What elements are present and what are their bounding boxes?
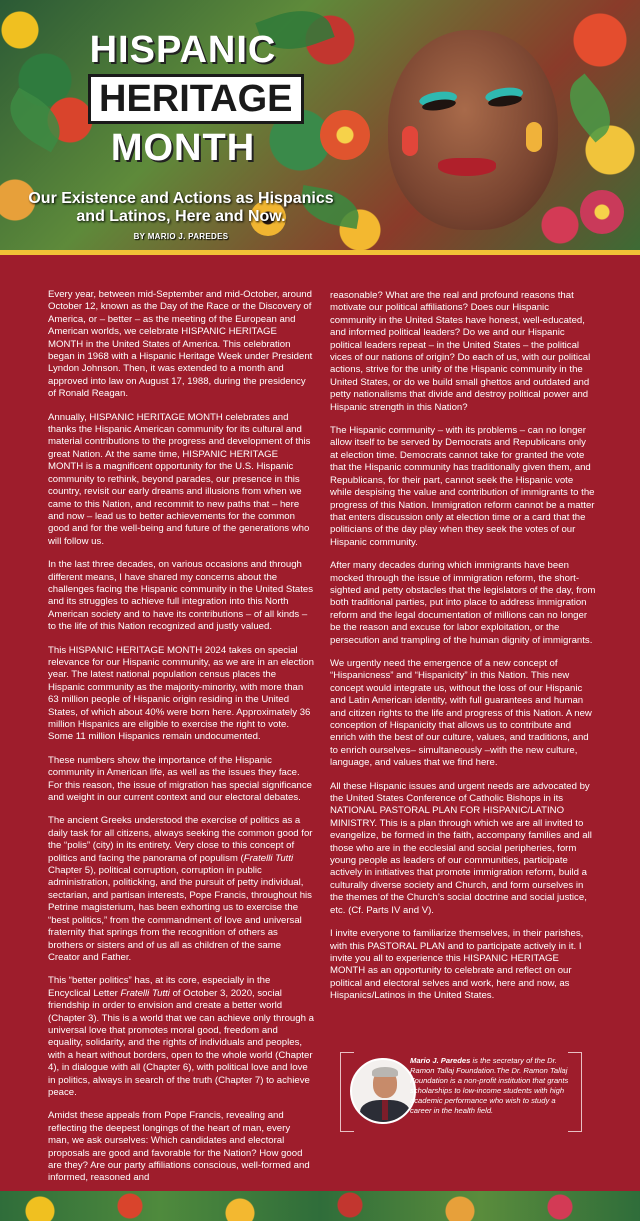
book-title: Fratelli Tutti (243, 852, 294, 864)
byline: BY MARIO J. PAREDES (133, 232, 229, 241)
portrait-illustration (388, 30, 558, 230)
paragraph (48, 975, 314, 1099)
paragraph: Annually, HISPANIC HERITAGE MONTH celebrates and thanks the Hispanic American community for its cultural and material contributions to the progress and development of this great Nation. At the same time, HISPANIC HERITAGE MONTH is a magnificent opportunity for the U.S. Hispanic community to rethink, beyond parades, our presence in this country, revisit our early dreams and illusions from when we came to this Nation, and recommit to new paths that – here and now – lead us to better achievements for the common good and for the well-being and future of the generations who will follow us. (48, 411, 311, 547)
text-run: Chapter 5), political corruption, corruption in public administration, politicking, and the pursuit of petty individual, sectarian, and partisan interests, Pope Francis, throughout his Petrine magisterium, has been exhorting us to exercise the “best politics,” from the commandment of love and universal fraternity that springs from the recognition of others as brothers or sisters and of us all as children of the same Creator and Father. (48, 865, 312, 963)
paragraph: All these Hispanic issues and urgent needs are advocated by the United States Conference of Catholic Bishops in its NATIONAL PASTORAL PLAN FOR HISPANIC/LATINO MINISTRY. This is a plan through which we are all invited to evangelize, be formed in the faith, accompany families and all those who are in the ecclesial and social peripheries, form young people as leaders of our communities, participate actively in initiatives that promote immigration reform, build a culturally diverse society and Church, and form ourselves in the themes of the Church’s social doctrine and social justice, etc. (Cf. Parts IV and V). (330, 780, 592, 916)
subtitle: Our Existence and Actions as Hispanics and Latinos, Here and Now. (28, 190, 334, 225)
face-paint (526, 122, 542, 152)
face-paint (402, 126, 418, 156)
paragraph: The Hispanic community – with its problems – can no longer allow itself to be served by Democrats and Republicans only at election time. Democrats cannot take for granted the vote that the Hispanic community has traditionally given them, and Republicans, for their part, cannot seek the Hispanic vote while despising the value and contribution of immigrants to the progress of this Nation. Immigration reform cannot be a matter that enters discussion only at election time or a card that the politicians of the day play when they seek the votes of our Hispanic community. (330, 425, 595, 548)
page-title (88, 28, 293, 170)
article-column-left (48, 289, 314, 1196)
floral-footer (0, 1191, 640, 1221)
paragraph (48, 815, 314, 964)
text-run: The ancient Greeks understood the exercise of politics as a daily task for all citizens, always seeking the common good for the “polis” (city) in its entirety. Very close to this concept of politics and facing the panorama of populism ( (48, 815, 313, 864)
bio-description: is the secretary of the Dr. Ramon Tallaj Foundation.The Dr. Ramon Tallaj Foundation is a non-profit institution that grants scholarships to low-income students with high academic performance who wish to study a career in the health field. (410, 1056, 569, 1115)
paragraph: Amidst these appeals from Pope Francis, revealing and reflecting the deepest longings of the heart of man, every man, we ask ourselves: Which candidates and electoral proposals are good and favorable for the Nation? How good are they? Are our party affiliations conscious, well-formed and informed, reasoned and (48, 1110, 310, 1184)
hero-banner (0, 0, 640, 250)
flower-decoration (580, 190, 624, 234)
avatar-hair (372, 1067, 398, 1077)
eye (421, 98, 456, 113)
paragraph: reasonable? What are the real and profound reasons that motivate our political affiliations? Does our Hispanic community in the United States have honest, well-educated, and informed political leaders? Do we and our Hispanic political leaders repeat – in the United States – the political vices of our nations of origin? Do each of us, with our political actions, strive for the unity of the Hispanic community in the United States, or do we build small ghettos and outdated and petty nationalisms that divide and destroy political power and Hispanic strength in this Nation? (330, 290, 591, 413)
text-run: This “better politics” has, at its core, especially in the Encyclical Letter (48, 975, 271, 999)
author-name: Mario J. Paredes (410, 1056, 471, 1065)
leaf-decoration (557, 73, 623, 142)
title-line-3: MONTH (110, 127, 256, 169)
leaf-decoration (0, 88, 71, 153)
flower-decoration (320, 110, 370, 160)
book-title: Fratelli Tutti (120, 987, 170, 999)
bio-text (410, 1056, 578, 1116)
text-run: of October 3, 2020, social friendship in order to envision and create a better world (Chapter 3). This is a world that we can achieve only through a universal love that promotes moral good, freedom and equality, solidarity, and the rights of individuals and peoples, with a heart without borders, open to the whole world (Chapter 4), in dialogue with all (Chapter 6), with political love and love in politics, always in search of the truth (Chapter 7) to achieve peace. (48, 987, 314, 1098)
paragraph: After many decades during which immigrants have been mocked through the issue of immigration reform, the short-sighted and petty obstacles that the legislators of the day, from both traditional parties, put into place to address immigration reform and the legal documentation of millions can no longer be the reason and excuse for labor exploitation, or the persecution and trampling of the human dignity of immigrants. (330, 560, 596, 646)
paragraph: In the last three decades, on various occasions and through different means, I have shared my concerns about the challenges facing the Hispanic community in the United States and its struggles to achieve full integration into this North American society and to have its contributions – of all kinds – to the life of this Nation recognized and justly valued. (48, 559, 314, 633)
eye (487, 94, 522, 109)
article-column-right (330, 290, 596, 1014)
paragraph: These numbers show the importance of the Hispanic community in American life, as well as the issues they face. For this reason, the issue of migration has special significance and weight in our current context and our electoral debates. (48, 754, 312, 804)
title-line-2: HERITAGE (88, 74, 304, 124)
paragraph: This HISPANIC HERITAGE MONTH 2024 takes on special relevance for our Hispanic community, as we are in an election year. The latest national population census places the Hispanic community as the majority-minority, with more than 63 million people of Hispanic origin residing in the United States, of which about 40% were born here. Approximately 36 million Hispanics are eligible to exercise the right to vote. Some 11 million Hispanics remain undocumented. (48, 644, 314, 743)
avatar-tie (382, 1100, 388, 1120)
paragraph: We urgently need the emergence of a new concept of “Hispanicness” and “Hispanicity” in this Nation. This new concept would integrate us, without the loss of our Hispanic and Latin American identity, with full guarantees and human and citizen rights to the life and progress of this Nation. A new conception of Hispanicity that allows us to contribute and enrich with the best of our culture, values, and traditions, and to enrich ourselves– simultaneously –with the new culture, language, and values that we find here. (330, 657, 592, 769)
author-bio (340, 1052, 582, 1132)
title-line-1: HISPANIC (89, 29, 277, 71)
paragraph: Every year, between mid-September and mid-October, around October 12, known as the Day of the Race or the Discovery of America, or – better – as the meeting of the European and American worlds, we celebrate HISPANIC HERITAGE MONTH in the United States of America. This celebration began in 1968 with a Hispanic Heritage Week under President Lyndon Johnson. Then, it was extended to a month and approved into law on August 17, 1988, during the presidency of Ronald Reagan. (48, 289, 313, 400)
paragraph: I invite everyone to familiarize themselves, in their parishes, with this PASTORAL PLAN and to participate actively in it. I invite you all to experience this HISPANIC HERITAGE MONTH as an opportunity to celebrate and reflect on our political and electoral selves and work, here and now, as Hispanics/Latinos in the United States. (330, 928, 584, 1002)
author-avatar (350, 1058, 416, 1124)
lips (438, 158, 496, 176)
